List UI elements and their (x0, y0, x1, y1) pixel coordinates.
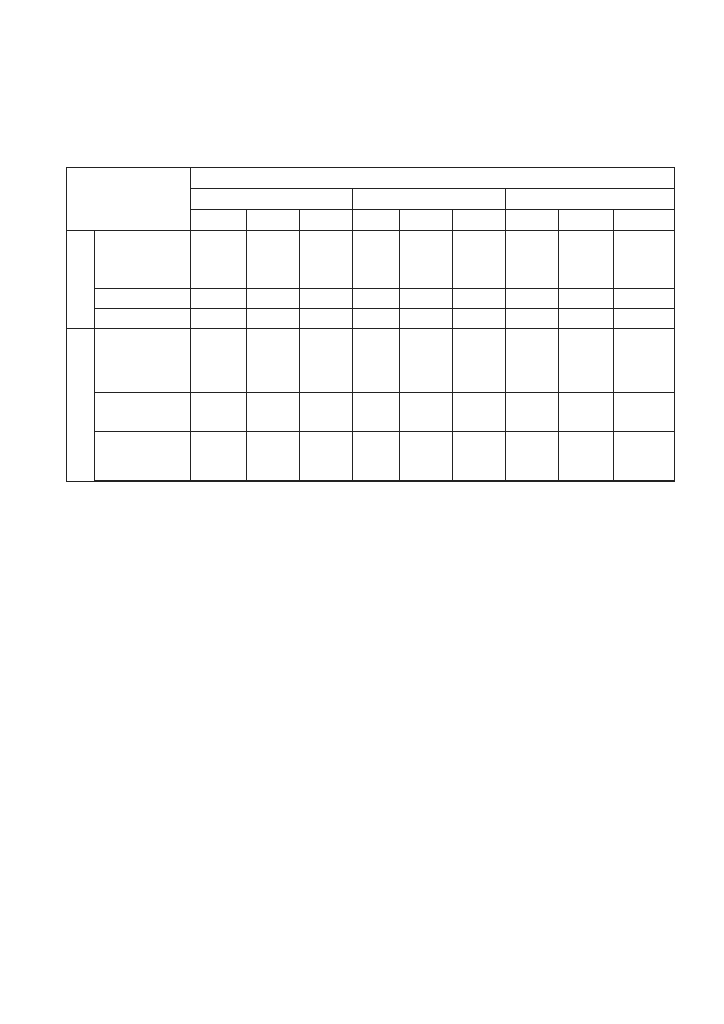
value-cell (614, 289, 675, 309)
value-cell (506, 231, 559, 289)
value-cell (453, 309, 506, 329)
value-cell (247, 231, 300, 289)
value-cell (353, 329, 400, 393)
value-cell (506, 309, 559, 329)
value-cell (400, 432, 453, 481)
grade-header (614, 210, 675, 231)
value-cell (453, 231, 506, 289)
value-cell (614, 231, 675, 289)
value-cell (353, 393, 400, 432)
item-cell (95, 289, 191, 309)
table-row (67, 432, 675, 481)
value-cell (453, 393, 506, 432)
value-cell (614, 432, 675, 481)
indicator-header (191, 168, 675, 189)
value-cell (506, 289, 559, 309)
construction-index-table (66, 167, 675, 482)
value-cell (559, 329, 614, 393)
grade-header (300, 210, 353, 231)
grade-header (506, 210, 559, 231)
value-cell (400, 309, 453, 329)
value-cell (453, 481, 506, 482)
value-cell (300, 309, 353, 329)
grade-header (559, 210, 614, 231)
value-cell (300, 289, 353, 309)
table-row (67, 231, 675, 289)
level-header (353, 189, 506, 210)
value-cell (400, 481, 453, 482)
grade-header (247, 210, 300, 231)
value-cell (247, 393, 300, 432)
value-cell (353, 432, 400, 481)
value-cell (559, 393, 614, 432)
value-cell (247, 289, 300, 309)
category-cell (67, 329, 95, 482)
value-cell (247, 309, 300, 329)
item-cell (95, 432, 191, 481)
value-cell (506, 329, 559, 393)
value-cell (300, 393, 353, 432)
value-cell (300, 432, 353, 481)
level-header (191, 189, 353, 210)
value-cell (453, 289, 506, 309)
value-cell (191, 289, 247, 309)
value-cell (400, 289, 453, 309)
value-cell (453, 329, 506, 393)
value-cell (353, 481, 400, 482)
table-row (67, 289, 675, 309)
value-cell (300, 329, 353, 393)
level-header (506, 189, 675, 210)
value-cell (191, 231, 247, 289)
value-cell (559, 309, 614, 329)
value-cell (191, 432, 247, 481)
value-cell (191, 393, 247, 432)
table-row (67, 481, 675, 482)
value-cell (614, 329, 675, 393)
value-cell (191, 481, 247, 482)
item-cell (95, 393, 191, 432)
table-row (67, 329, 675, 393)
item-cell (95, 309, 191, 329)
section-heading (86, 101, 108, 116)
value-cell (400, 393, 453, 432)
header-row (67, 168, 675, 189)
item-cell (95, 481, 191, 482)
value-cell (300, 231, 353, 289)
value-cell (400, 329, 453, 393)
value-cell (559, 481, 614, 482)
value-cell (559, 289, 614, 309)
value-cell (247, 481, 300, 482)
value-cell (506, 393, 559, 432)
value-cell (353, 231, 400, 289)
value-cell (559, 231, 614, 289)
value-cell (559, 432, 614, 481)
grade-header (191, 210, 247, 231)
value-cell (453, 432, 506, 481)
value-cell (400, 231, 453, 289)
value-cell (614, 481, 675, 482)
value-cell (247, 432, 300, 481)
table-row (67, 393, 675, 432)
value-cell (506, 432, 559, 481)
value-cell (614, 309, 675, 329)
value-cell (191, 309, 247, 329)
value-cell (247, 329, 300, 393)
item-header (67, 168, 191, 231)
value-cell (353, 309, 400, 329)
value-cell (300, 481, 353, 482)
table-row (67, 309, 675, 329)
category-cell (67, 231, 95, 329)
grade-header (400, 210, 453, 231)
item-cell (95, 231, 191, 289)
grade-header (353, 210, 400, 231)
value-cell (506, 481, 559, 482)
value-cell (191, 329, 247, 393)
item-cell (95, 329, 191, 393)
grade-header (453, 210, 506, 231)
value-cell (353, 289, 400, 309)
value-cell (614, 393, 675, 432)
